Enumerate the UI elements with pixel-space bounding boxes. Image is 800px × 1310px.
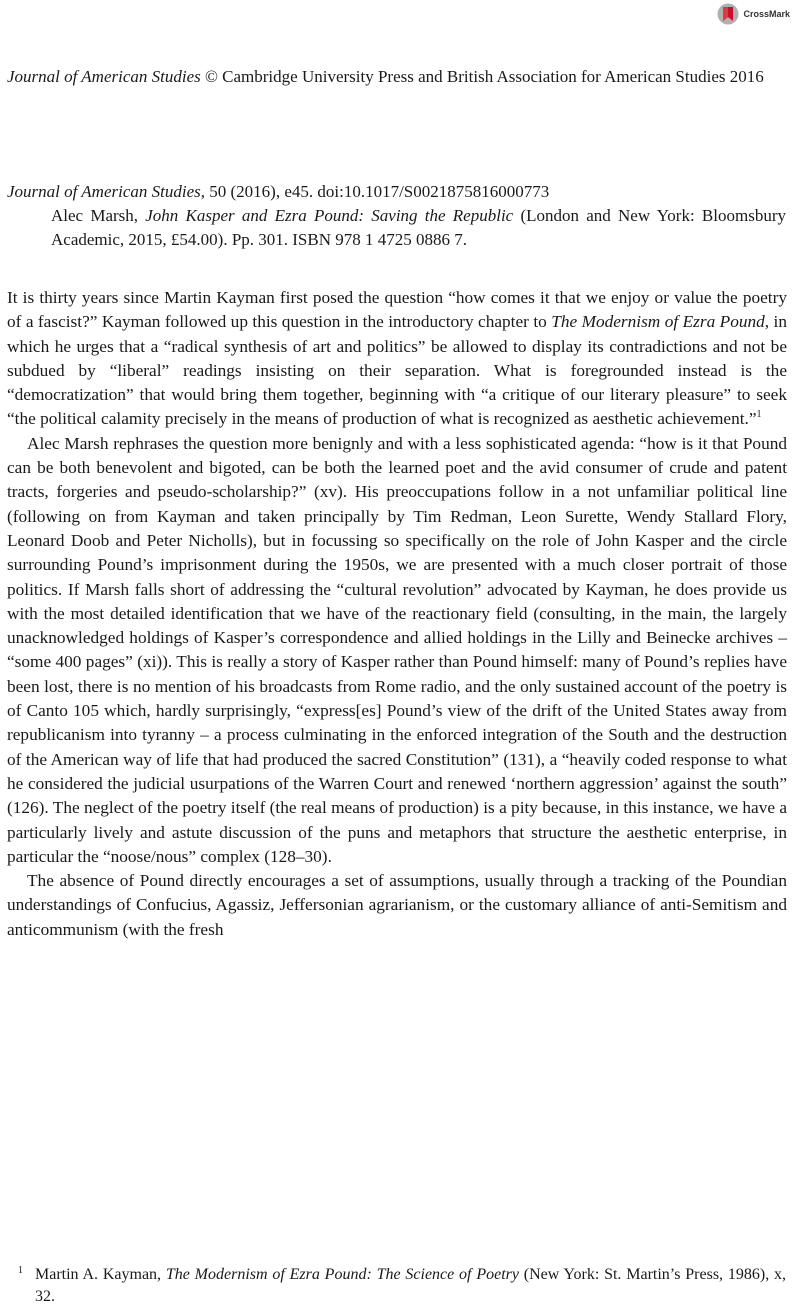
footnote-number: 1 [18,1265,23,1276]
crossmark-icon [717,2,739,26]
book-reference [51,204,786,252]
paragraph-1-text-b: , in which he urges that a “radical synthesis of art and politics” be allowed to display its contradictions and not be subdued by “liberal” readings insisting on their separation. What is foregrounded instead is the “democratization” that would bring them together, beginning with “a critique of our literary pleasure” to seek “the political calamity precisely in the means of production of what is recognized as aesthetic achievement.” [7,312,787,429]
footnote-1 [18,1264,786,1308]
citation-details: , 50 (2016), e45. doi:10.1017/S0021875816000773 [200,182,550,201]
book-details: (London and New York: Bloomsbury Academic, 2015, £54.00). Pp. 301. ISBN 978 1 4725 0886 7. [51,206,786,249]
journal-header [7,66,787,88]
paragraph-1 [7,286,787,432]
book-title: John Kasper and Ezra Pound: Saving the Republic [145,206,514,225]
paragraph-1-text-a: It is thirty years since Martin Kayman first posed the question “how comes it that we enjoy or value the poetry of a fascist?” Kayman followed up this question in the introductory chapter to [7,288,787,332]
copyright-line: © Cambridge University Press and British Association for American Studies 2016 [200,67,764,86]
citation-line [7,180,787,204]
review-body [7,286,787,942]
footnote-details: (New York: St. Martin’s Press, 1986), x, 32. [35,1266,786,1305]
footnote-text [22,1264,786,1308]
footnote-author: Martin A. Kayman, [35,1266,166,1283]
book-author: Alec Marsh, [51,206,146,225]
footnote-title: The Modernism of Ezra Pound: The Science of Poetry [165,1266,519,1283]
journal-name: Journal of American Studies [7,67,201,86]
footnote-ref-1[interactable]: 1 [756,409,762,421]
crossmark-badge[interactable] [717,2,790,26]
paragraph-3: The absence of Pound directly encourages a set of assumptions, usually through a tracking of the Poundian understandings of Confucius, Agassiz, Jeffersonian agrarianism, or the customary alliance of anti-Semitism and anticommunism (with the fresh [7,871,787,939]
crossmark-label: CrossMark [743,9,790,19]
paragraph-1-title: The Modernism of Ezra Pound [551,312,765,332]
paragraph-2: Alec Marsh rephrases the question more benignly and with a less sophisticated agenda: “how is it that Pound can be both benevolent and bigoted, can be both the learned poet and the avid consumer of crude and patent tracts, forgeries and pseudo-scholarship?” (xv). His preoccupations follow in a not unfamiliar political line (following on from Kayman and taken principally by Tim Redman, Leon Surette, Wendy Stallard Flory, Leonard Doob and Peter Nicholls), but in focussing so specifically on the role of John Kasper and the circle surrounding Pound’s imprisonment during the 1950s, we are presented with a much closer portrait of those politics. If Marsh falls short of addressing the “cultural revolution” advocated by Kayman, he does provide us with the most detailed identification that we have of the reactionary field (consulting, in the main, the largely unacknowledged holdings of Kasper’s correspondence and allied holdings in the Lilly and Beinecke archives – “some 400 pages” (xi)). This is really a story of Kasper rather than Pound himself: many of Pound’s replies have been lost, there is no mention of his broadcasts from Rome radio, and the only sustained account of the poetry is of Canto 105 which, hardly surprisingly, “express[es] Pound’s view of the drift of the United States away from republicanism into tyranny – a process culminating in the enforced integration of the South and the destruction of the American way of life that had produced the sacred Constitution” (131), a “heavily coded response to what he considered the judicial usurpations of the Warren Court and renewed ‘northern aggression’ against the south” (126). The neglect of the poetry itself (the real means of production) is a pity because, in this instance, we have a particularly lively and astute discussion of the puns and metaphors that structure the aesthetic enterprise, in particular the “noose/nous” complex (128–30). [7,433,787,866]
citation-journal-name: Journal of American Studies [7,182,201,201]
